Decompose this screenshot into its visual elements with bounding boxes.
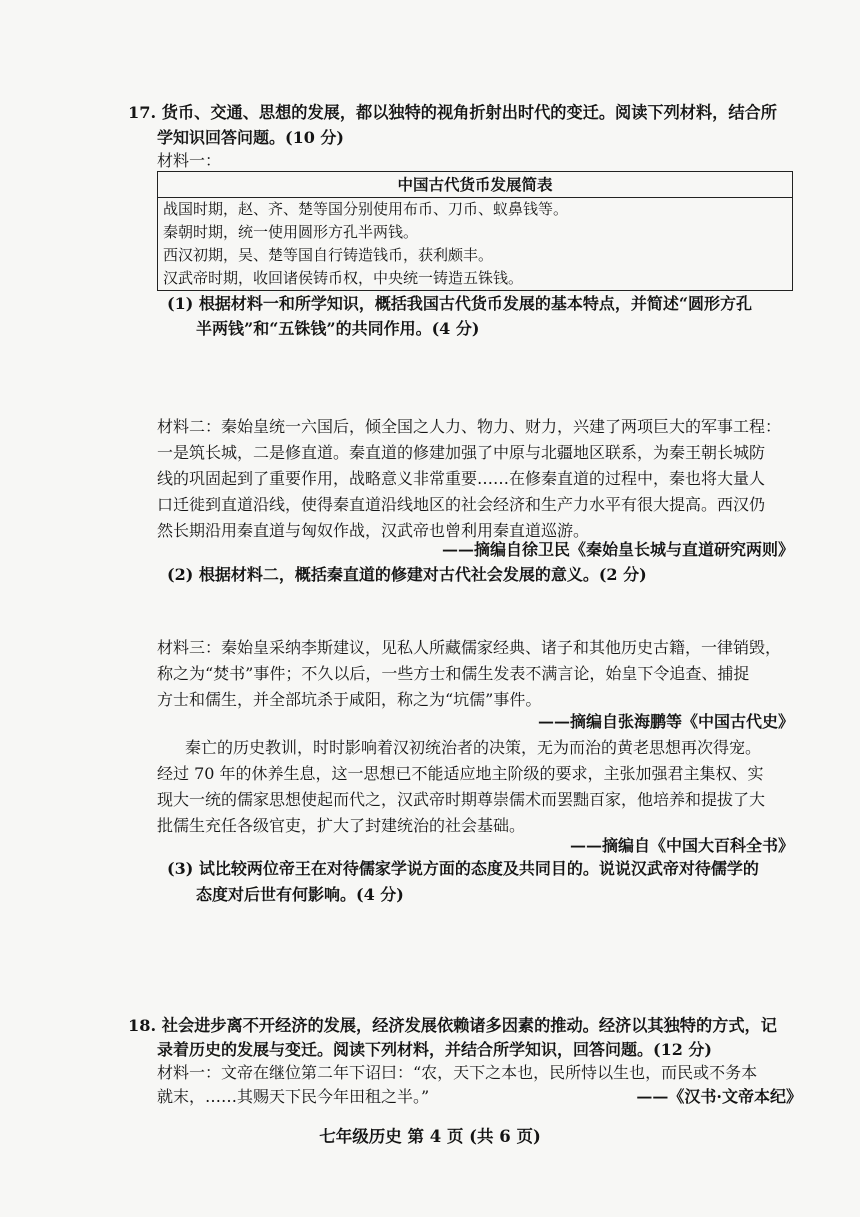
material3-line: 经过 70 年的休养生息，这一思想已不能适应地主阶级的要求，主张加强君主集权、实 [157,764,764,783]
currency-table-row: 战国时期，赵、齐、楚等国分别使用布币、刀币、蚁鼻钱等。 [163,200,569,218]
q18-material1-line: 材料一：文帝在继位第二年下诏曰：“农，天下之本也，民所恃以生也，而民或不务本 [157,1063,758,1082]
material3-line: 称之为“焚书”事件；不久以后，一些方士和儒生发表不满言论，始皇下令追查、捕捉 [157,664,750,683]
q17-sub1-line-2: 半两钱”和“五铢钱”的共同作用。(4 分) [196,319,480,338]
material3-line: 材料三：秦始皇采纳李斯建议，见私人所藏儒家经典、诸子和其他历史古籍，一律销毁， [157,638,782,657]
page-footer: 七年级历史 第 4 页 (共 6 页) [319,1127,541,1146]
currency-table [157,171,793,291]
q18-intro-line-1: 18. 社会进步离不开经济的发展，经济发展依赖诸多因素的推动。经济以其独特的方式，记 [128,1016,777,1035]
material1-label: 材料一： [157,151,222,170]
material2-line: 线的巩固起到了重要作用，战略意义非常重要……在修秦直道的过程中，秦也将大量人 [157,469,766,488]
q17-sub3-line-2: 态度对后世有何影响。(4 分) [196,885,404,904]
q17-intro-line-2: 学知识回答问题。(10 分) [157,128,344,147]
q17-sub1-line-1: (1) 根据材料一和所学知识，概括我国古代货币发展的基本特点，并简述“圆形方孔 [167,294,753,313]
q17-sub2: (2) 根据材料二，概括秦直道的修建对古代社会发展的意义。(2 分) [167,565,647,584]
material3-line: 方士和儒生，并全部坑杀于咸阳，称之为“坑儒”事件。 [157,690,542,709]
material3-source-a: ——摘编自张海鹏等《中国古代史》 [537,712,794,731]
currency-table-title: 中国古代货币发展简表 [158,172,792,198]
currency-table-row: 秦朝时期，统一使用圆形方孔半两钱。 [163,223,419,241]
material2-line: 材料二：秦始皇统一六国后，倾全国之人力、物力、财力，兴建了两项巨大的军事工程： [157,417,782,436]
material3-line: 批儒生充任各级官吏，扩大了封建统治的社会基础。 [157,816,526,835]
q18-material1-source: ——《汉书·文帝本纪》 [636,1087,802,1106]
material2-line: 然长期沿用秦直道与匈奴作战，汉武帝也曾利用秦直道巡游。 [157,521,590,540]
material3-line: 秦亡的历史教训，时时影响着汉初统治者的决策，无为而治的黄老思想再次得宠。 [185,738,762,757]
material2-line: 口迁徙到直道沿线，使得秦直道沿线地区的社会经济和生产力水平有很大提高。西汉仍 [157,495,766,514]
currency-table-row: 西汉初期，吴、楚等国自行铸造钱币，获利颇丰。 [163,246,494,264]
material3-source-b: ——摘编自《中国大百科全书》 [569,836,794,855]
q18-intro-line-2: 录着历史的发展与变迁。阅读下列材料，并结合所学知识，回答问题。(12 分) [157,1040,712,1059]
material2-source: ——摘编自徐卫民《秦始皇长城与直道研究两则》 [441,540,794,559]
material2-line: 一是筑长城，二是修直道。秦直道的修建加强了中原与北疆地区联系，为秦王朝长城防 [157,443,766,462]
q18-material1-line: 就末，……其赐天下民今年田租之半。” [157,1087,430,1106]
q17-sub3-line-1: (3) 试比较两位帝王在对待儒家学说方面的态度及共同目的。说说汉武帝对待儒学的 [167,859,759,878]
q17-intro-line-1: 17. 货币、交通、思想的发展，都以独特的视角折射出时代的变迁。阅读下列材料，结合所 [128,103,777,122]
currency-table-row: 汉武帝时期，收回诸侯铸币权，中央统一铸造五铢钱。 [163,269,524,287]
material3-line: 现大一统的儒家思想使起而代之，汉武帝时期尊崇儒术而罢黜百家，他培养和提拔了大 [157,790,766,809]
